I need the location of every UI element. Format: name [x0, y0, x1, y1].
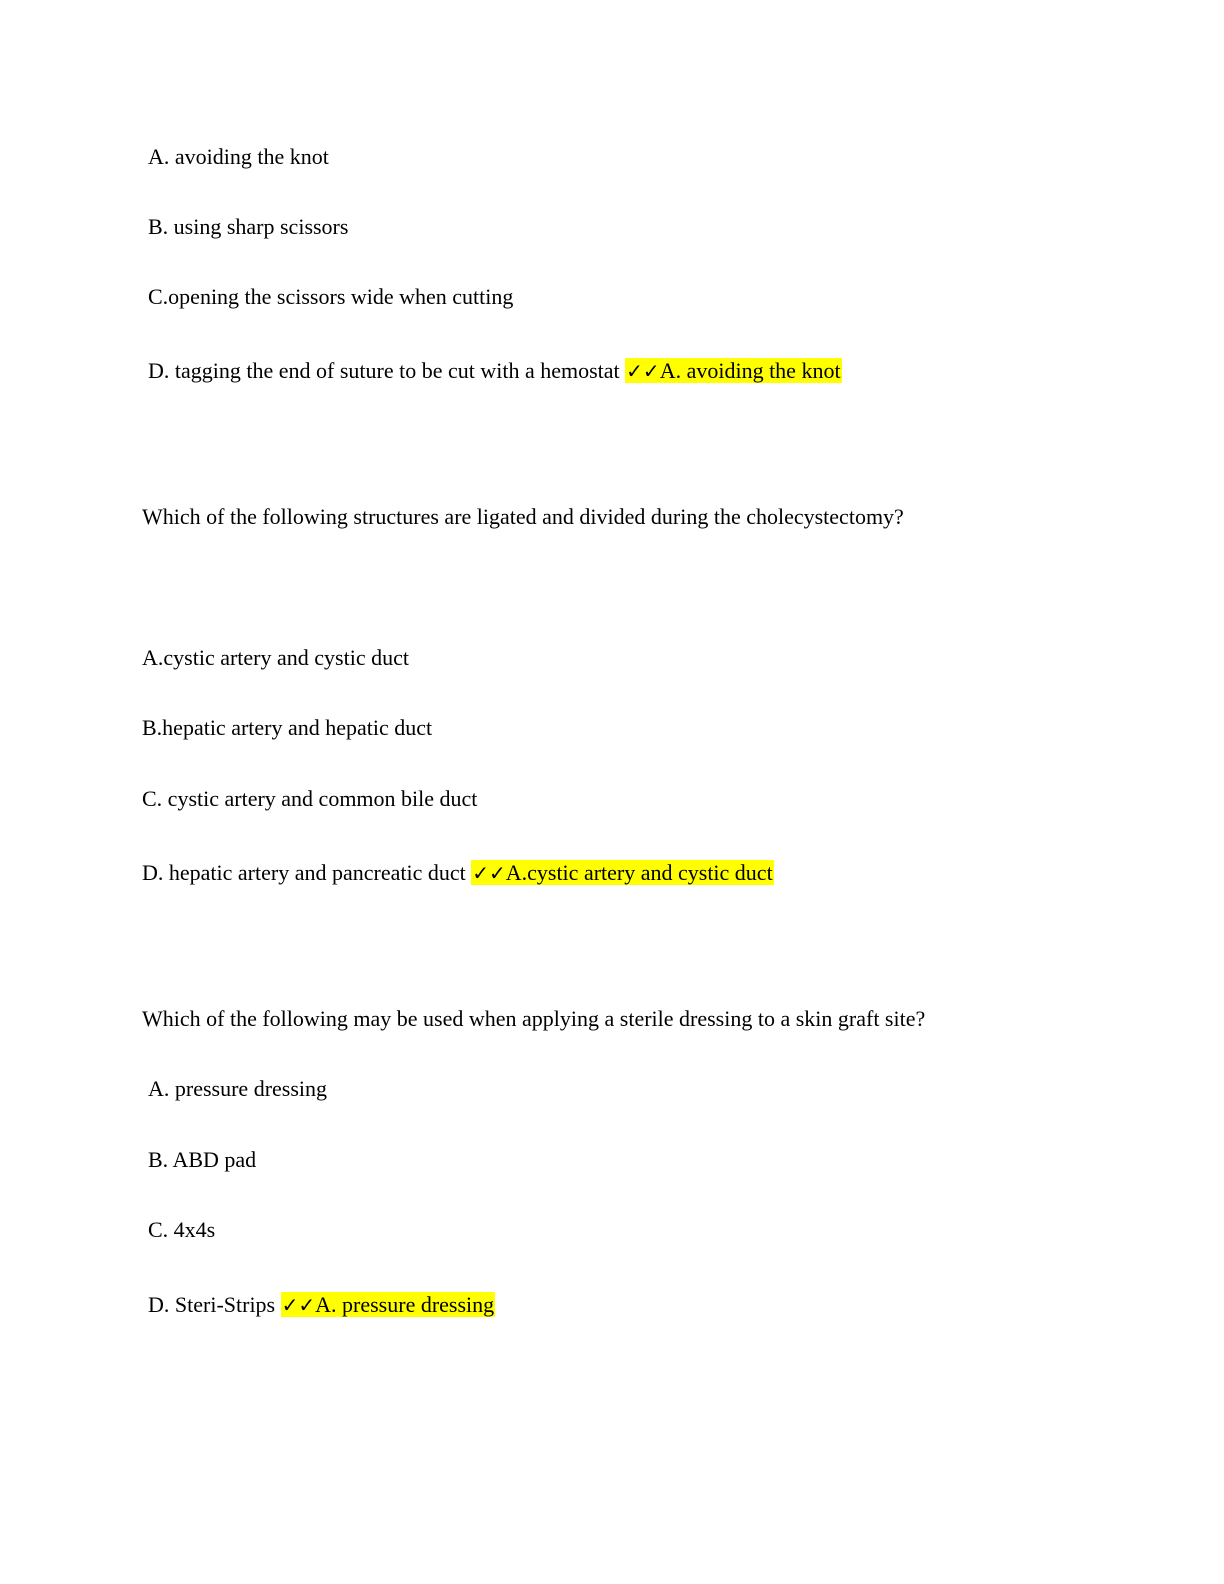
answer-text: A.cystic artery and cystic duct [505, 860, 773, 885]
option-c: C. 4x4s [148, 1217, 216, 1242]
option-a: A.cystic artery and cystic duct [142, 645, 409, 670]
option-c: C. cystic artery and common bile duct [142, 786, 478, 811]
option-d: D. hepatic artery and pancreatic duct [142, 860, 466, 885]
answer-text: A. pressure dressing [315, 1292, 495, 1317]
option-d-with-answer [142, 858, 774, 888]
answer-text: A. avoiding the knot [659, 358, 841, 383]
option-d-with-answer [148, 1290, 495, 1320]
double-check-icon: ✓✓ [626, 359, 660, 383]
question-text: Which of the following may be used when applying a sterile dressing to a skin graft site? [142, 1006, 926, 1031]
answer-highlight [281, 1292, 496, 1317]
double-check-icon: ✓✓ [281, 1293, 316, 1317]
answer-highlight [471, 860, 773, 885]
double-check-icon: ✓✓ [472, 861, 506, 885]
option-b: B. ABD pad [148, 1147, 257, 1172]
option-b: B.hepatic artery and hepatic duct [142, 715, 433, 740]
option-d: D. tagging the end of suture to be cut with a hemostat [148, 358, 620, 383]
answer-highlight [625, 358, 841, 383]
option-c: C.opening the scissors wide when cutting [148, 284, 514, 309]
option-b: B. using sharp scissors [148, 214, 349, 239]
option-a: A. avoiding the knot [148, 144, 329, 169]
option-d: D. Steri-Strips [148, 1292, 276, 1317]
question-text: Which of the following structures are ligated and divided during the cholecystectomy? [142, 504, 904, 529]
option-d-with-answer [148, 356, 842, 386]
option-a: A. pressure dressing [148, 1076, 328, 1101]
